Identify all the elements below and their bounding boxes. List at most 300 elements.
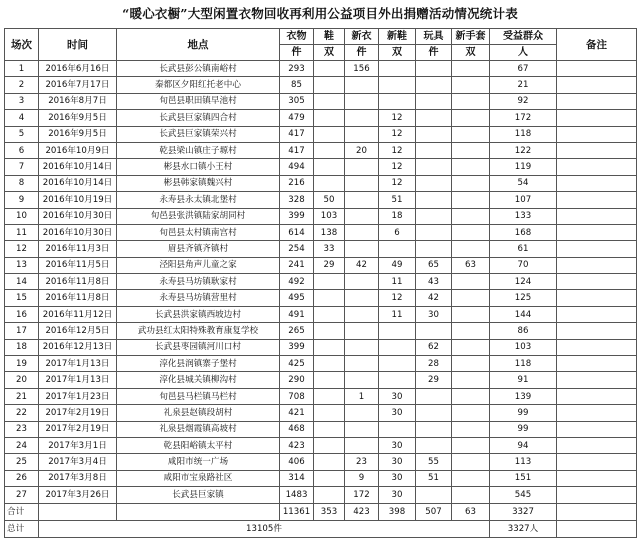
table-row	[5, 356, 637, 372]
cell-remarks	[557, 372, 637, 388]
cell-shoes	[314, 372, 345, 388]
cell-toys	[416, 437, 452, 453]
cell-no: 15	[5, 290, 39, 306]
cell-place: 永寿县马坊镇耿家村	[117, 274, 280, 290]
cell-clothes: 328	[280, 192, 314, 208]
cell-clothes: 492	[280, 274, 314, 290]
cell-gloves	[452, 61, 490, 77]
cell-shoes	[314, 405, 345, 421]
cell-date: 2017年1月23日	[39, 388, 117, 404]
cell-no: 10	[5, 208, 39, 224]
cell-new-clothes	[345, 405, 379, 421]
cell-people: 168	[490, 224, 557, 240]
cell-people: 172	[490, 110, 557, 126]
cell-new-clothes	[345, 339, 379, 355]
subtotal-label: 合计	[5, 503, 39, 520]
cell-shoes	[314, 126, 345, 142]
grand-total-remarks	[557, 520, 637, 537]
cell-gloves	[452, 388, 490, 404]
cell-place: 咸阳市宝泉路社区	[117, 470, 280, 486]
cell-people: 61	[490, 241, 557, 257]
cell-clothes: 1483	[280, 487, 314, 503]
cell-shoes	[314, 290, 345, 306]
cell-gloves	[452, 487, 490, 503]
cell-people: 119	[490, 159, 557, 175]
cell-gloves	[452, 339, 490, 355]
table-row	[5, 208, 637, 224]
header-new-shoes: 新鞋	[379, 29, 416, 45]
header-new-gloves-unit: 双	[452, 45, 490, 61]
subtotal-date-cell	[39, 503, 117, 520]
cell-people: 122	[490, 142, 557, 158]
cell-shoes: 103	[314, 208, 345, 224]
cell-place: 永寿县马坊镇营里村	[117, 290, 280, 306]
cell-place: 长武县彭公镇南峪村	[117, 61, 280, 77]
cell-no: 6	[5, 142, 39, 158]
cell-date: 2016年11月3日	[39, 241, 117, 257]
subtotal-gloves: 63	[452, 503, 490, 520]
cell-toys: 30	[416, 306, 452, 322]
cell-toys: 42	[416, 290, 452, 306]
cell-place: 礼泉县烟霞镇高坡村	[117, 421, 280, 437]
cell-new-shoes: 30	[379, 437, 416, 453]
cell-no: 21	[5, 388, 39, 404]
cell-no: 26	[5, 470, 39, 486]
cell-gloves	[452, 126, 490, 142]
cell-gloves	[452, 192, 490, 208]
cell-no: 4	[5, 110, 39, 126]
cell-remarks	[557, 274, 637, 290]
cell-people: 21	[490, 77, 557, 93]
table-row	[5, 192, 637, 208]
cell-new-clothes	[345, 306, 379, 322]
cell-clothes: 494	[280, 159, 314, 175]
cell-toys: 62	[416, 339, 452, 355]
cell-new-shoes: 12	[379, 159, 416, 175]
cell-new-clothes	[345, 93, 379, 109]
cell-toys	[416, 487, 452, 503]
header-beneficiaries: 受益群众	[490, 29, 557, 45]
subtotal-new-shoes: 398	[379, 503, 416, 520]
table-row	[5, 257, 637, 273]
cell-date: 2016年11月8日	[39, 290, 117, 306]
cell-people: 151	[490, 470, 557, 486]
table-row	[5, 274, 637, 290]
cell-date: 2016年10月14日	[39, 159, 117, 175]
cell-toys: 28	[416, 356, 452, 372]
cell-new-clothes	[345, 241, 379, 257]
cell-new-shoes: 12	[379, 110, 416, 126]
table-row	[5, 372, 637, 388]
cell-date: 2017年2月19日	[39, 405, 117, 421]
table-row	[5, 110, 637, 126]
header-no: 场次	[5, 29, 39, 61]
cell-new-clothes	[345, 126, 379, 142]
cell-clothes: 421	[280, 405, 314, 421]
cell-new-shoes: 49	[379, 257, 416, 273]
cell-clothes: 241	[280, 257, 314, 273]
header-date: 时间	[39, 29, 117, 61]
cell-date: 2016年6月16日	[39, 61, 117, 77]
cell-remarks	[557, 405, 637, 421]
table-row	[5, 487, 637, 503]
cell-clothes: 399	[280, 339, 314, 355]
cell-toys	[416, 61, 452, 77]
subtotal-remarks	[557, 503, 637, 520]
table-row	[5, 339, 637, 355]
cell-toys	[416, 421, 452, 437]
cell-new-shoes	[379, 93, 416, 109]
table-row	[5, 470, 637, 486]
table-row	[5, 454, 637, 470]
cell-date: 2016年12月5日	[39, 323, 117, 339]
cell-new-shoes	[379, 356, 416, 372]
cell-clothes: 468	[280, 421, 314, 437]
cell-date: 2017年2月19日	[39, 421, 117, 437]
cell-date: 2016年10月30日	[39, 208, 117, 224]
cell-date: 2016年10月14日	[39, 175, 117, 191]
cell-date: 2016年12月13日	[39, 339, 117, 355]
cell-clothes: 399	[280, 208, 314, 224]
table-row	[5, 241, 637, 257]
cell-new-clothes: 42	[345, 257, 379, 273]
cell-date: 2016年7月17日	[39, 77, 117, 93]
cell-date: 2016年11月12日	[39, 306, 117, 322]
table-row	[5, 61, 637, 77]
cell-new-clothes	[345, 159, 379, 175]
cell-new-clothes	[345, 290, 379, 306]
cell-people: 94	[490, 437, 557, 453]
cell-remarks	[557, 290, 637, 306]
cell-no: 7	[5, 159, 39, 175]
cell-toys: 55	[416, 454, 452, 470]
cell-toys	[416, 241, 452, 257]
cell-gloves: 63	[452, 257, 490, 273]
table-row	[5, 306, 637, 322]
cell-new-clothes	[345, 77, 379, 93]
cell-new-clothes	[345, 110, 379, 126]
cell-new-shoes	[379, 61, 416, 77]
cell-no: 18	[5, 339, 39, 355]
cell-new-shoes: 12	[379, 142, 416, 158]
cell-people: 133	[490, 208, 557, 224]
cell-new-shoes	[379, 323, 416, 339]
cell-gloves	[452, 93, 490, 109]
cell-no: 16	[5, 306, 39, 322]
cell-gloves	[452, 454, 490, 470]
cell-place: 旬邑县马栏镇马栏村	[117, 388, 280, 404]
cell-toys	[416, 159, 452, 175]
cell-place: 旬邑县职田镇早池村	[117, 93, 280, 109]
cell-place: 永寿县永太镇北堡村	[117, 192, 280, 208]
cell-clothes: 495	[280, 290, 314, 306]
cell-no: 24	[5, 437, 39, 453]
header-toys: 玩具	[416, 29, 452, 45]
cell-date: 2016年8月7日	[39, 93, 117, 109]
cell-remarks	[557, 306, 637, 322]
cell-remarks	[557, 339, 637, 355]
cell-gloves	[452, 208, 490, 224]
cell-remarks	[557, 421, 637, 437]
cell-date: 2017年1月13日	[39, 372, 117, 388]
cell-toys	[416, 192, 452, 208]
cell-people: 545	[490, 487, 557, 503]
table-row	[5, 126, 637, 142]
cell-toys	[416, 126, 452, 142]
cell-gloves	[452, 159, 490, 175]
cell-gloves	[452, 110, 490, 126]
subtotal-new-clothes: 423	[345, 503, 379, 520]
subtotal-clothes: 11361	[280, 503, 314, 520]
cell-shoes	[314, 487, 345, 503]
cell-shoes	[314, 274, 345, 290]
cell-new-shoes	[379, 241, 416, 257]
cell-shoes	[314, 93, 345, 109]
cell-toys	[416, 142, 452, 158]
cell-shoes: 33	[314, 241, 345, 257]
subtotal-row	[5, 503, 637, 520]
cell-remarks	[557, 159, 637, 175]
table-row	[5, 437, 637, 453]
cell-new-clothes: 172	[345, 487, 379, 503]
cell-people: 70	[490, 257, 557, 273]
cell-clothes: 491	[280, 306, 314, 322]
table-row	[5, 405, 637, 421]
cell-remarks	[557, 208, 637, 224]
cell-gloves	[452, 142, 490, 158]
header-beneficiaries-unit: 人	[490, 45, 557, 61]
cell-clothes: 417	[280, 142, 314, 158]
cell-people: 54	[490, 175, 557, 191]
header-shoes: 鞋	[314, 29, 345, 45]
header-shoes-unit: 双	[314, 45, 345, 61]
cell-place: 旬邑县张洪镇陆家胡同村	[117, 208, 280, 224]
cell-new-shoes: 30	[379, 487, 416, 503]
cell-new-clothes	[345, 274, 379, 290]
cell-shoes	[314, 110, 345, 126]
cell-no: 20	[5, 372, 39, 388]
cell-remarks	[557, 454, 637, 470]
cell-no: 13	[5, 257, 39, 273]
cell-clothes: 479	[280, 110, 314, 126]
cell-clothes: 216	[280, 175, 314, 191]
header-remarks: 备注	[557, 29, 637, 61]
cell-shoes	[314, 175, 345, 191]
cell-place: 长武县洪家镇西坡边村	[117, 306, 280, 322]
cell-new-clothes	[345, 372, 379, 388]
cell-shoes	[314, 437, 345, 453]
cell-gloves	[452, 224, 490, 240]
cell-people: 86	[490, 323, 557, 339]
cell-people: 125	[490, 290, 557, 306]
cell-remarks	[557, 126, 637, 142]
cell-gloves	[452, 290, 490, 306]
cell-shoes	[314, 61, 345, 77]
cell-date: 2017年3月4日	[39, 454, 117, 470]
header-clothes-unit: 件	[280, 45, 314, 61]
cell-place: 彬县水口镇小王村	[117, 159, 280, 175]
cell-clothes: 305	[280, 93, 314, 109]
cell-new-shoes: 12	[379, 175, 416, 191]
header-new-gloves: 新手套	[452, 29, 490, 45]
table-row	[5, 93, 637, 109]
cell-people: 113	[490, 454, 557, 470]
cell-date: 2016年10月9日	[39, 142, 117, 158]
cell-no: 25	[5, 454, 39, 470]
cell-new-shoes: 51	[379, 192, 416, 208]
cell-people: 118	[490, 126, 557, 142]
table-row	[5, 175, 637, 191]
cell-remarks	[557, 470, 637, 486]
cell-no: 19	[5, 356, 39, 372]
cell-date: 2016年9月5日	[39, 110, 117, 126]
cell-clothes: 265	[280, 323, 314, 339]
cell-people: 91	[490, 372, 557, 388]
cell-no: 12	[5, 241, 39, 257]
cell-place: 泾阳县角声儿童之家	[117, 257, 280, 273]
cell-clothes: 417	[280, 126, 314, 142]
donation-statistics-table	[4, 28, 637, 538]
cell-remarks	[557, 388, 637, 404]
cell-place: 乾县阳峪镇太平村	[117, 437, 280, 453]
cell-new-clothes	[345, 437, 379, 453]
cell-date: 2016年11月5日	[39, 257, 117, 273]
cell-shoes	[314, 339, 345, 355]
cell-toys: 51	[416, 470, 452, 486]
table-row	[5, 388, 637, 404]
header-new-clothes: 新衣	[345, 29, 379, 45]
cell-new-shoes	[379, 421, 416, 437]
cell-gloves	[452, 421, 490, 437]
cell-new-clothes	[345, 421, 379, 437]
cell-clothes: 406	[280, 454, 314, 470]
cell-toys	[416, 77, 452, 93]
cell-no: 8	[5, 175, 39, 191]
cell-clothes: 425	[280, 356, 314, 372]
cell-remarks	[557, 192, 637, 208]
cell-toys	[416, 388, 452, 404]
cell-new-shoes: 11	[379, 274, 416, 290]
table-row	[5, 224, 637, 240]
cell-new-clothes	[345, 208, 379, 224]
cell-new-shoes: 30	[379, 470, 416, 486]
table-row	[5, 290, 637, 306]
cell-toys	[416, 323, 452, 339]
cell-toys: 29	[416, 372, 452, 388]
cell-toys: 65	[416, 257, 452, 273]
table-row	[5, 77, 637, 93]
cell-no: 9	[5, 192, 39, 208]
cell-new-shoes: 30	[379, 405, 416, 421]
cell-clothes: 85	[280, 77, 314, 93]
cell-new-shoes: 6	[379, 224, 416, 240]
cell-remarks	[557, 241, 637, 257]
cell-no: 23	[5, 421, 39, 437]
cell-toys	[416, 93, 452, 109]
cell-people: 144	[490, 306, 557, 322]
cell-new-clothes	[345, 323, 379, 339]
grand-total-items: 13105件	[39, 520, 490, 537]
subtotal-shoes: 353	[314, 503, 345, 520]
cell-shoes: 138	[314, 224, 345, 240]
cell-no: 22	[5, 405, 39, 421]
cell-new-shoes	[379, 339, 416, 355]
cell-remarks	[557, 77, 637, 93]
cell-new-clothes	[345, 175, 379, 191]
subtotal-place-cell	[117, 503, 280, 520]
cell-new-clothes: 156	[345, 61, 379, 77]
cell-gloves	[452, 470, 490, 486]
cell-shoes	[314, 142, 345, 158]
cell-people: 99	[490, 405, 557, 421]
cell-date: 2016年10月30日	[39, 224, 117, 240]
header-toys-unit: 件	[416, 45, 452, 61]
cell-toys	[416, 175, 452, 191]
cell-toys	[416, 110, 452, 126]
cell-new-shoes	[379, 372, 416, 388]
subtotal-toys: 507	[416, 503, 452, 520]
cell-people: 92	[490, 93, 557, 109]
cell-clothes: 423	[280, 437, 314, 453]
cell-place: 长武县巨家镇	[117, 487, 280, 503]
cell-remarks	[557, 257, 637, 273]
cell-no: 1	[5, 61, 39, 77]
cell-place: 礼泉县赵镇段胡村	[117, 405, 280, 421]
cell-gloves	[452, 405, 490, 421]
cell-no: 17	[5, 323, 39, 339]
cell-remarks	[557, 323, 637, 339]
cell-shoes	[314, 470, 345, 486]
cell-new-clothes: 20	[345, 142, 379, 158]
cell-new-shoes: 12	[379, 290, 416, 306]
cell-date: 2017年3月8日	[39, 470, 117, 486]
cell-shoes	[314, 77, 345, 93]
cell-clothes: 708	[280, 388, 314, 404]
cell-toys	[416, 224, 452, 240]
cell-no: 11	[5, 224, 39, 240]
cell-place: 眉县齐镇齐镇村	[117, 241, 280, 257]
cell-no: 27	[5, 487, 39, 503]
cell-toys	[416, 208, 452, 224]
cell-people: 124	[490, 274, 557, 290]
cell-people: 67	[490, 61, 557, 77]
grand-total-label: 总计	[5, 520, 39, 537]
cell-new-clothes: 9	[345, 470, 379, 486]
cell-shoes	[314, 306, 345, 322]
cell-remarks	[557, 61, 637, 77]
header-new-clothes-unit: 件	[345, 45, 379, 61]
cell-date: 2016年11月8日	[39, 274, 117, 290]
cell-no: 5	[5, 126, 39, 142]
cell-gloves	[452, 77, 490, 93]
table-row	[5, 421, 637, 437]
cell-shoes: 29	[314, 257, 345, 273]
cell-no: 3	[5, 93, 39, 109]
cell-shoes	[314, 159, 345, 175]
grand-total-people: 3327人	[490, 520, 557, 537]
cell-new-clothes	[345, 192, 379, 208]
cell-place: 淳化县城关镇柳沟村	[117, 372, 280, 388]
cell-no: 14	[5, 274, 39, 290]
cell-clothes: 254	[280, 241, 314, 257]
cell-new-shoes	[379, 77, 416, 93]
cell-new-clothes: 1	[345, 388, 379, 404]
cell-place: 彬县韩家镇魏兴村	[117, 175, 280, 191]
cell-remarks	[557, 437, 637, 453]
cell-new-clothes: 23	[345, 454, 379, 470]
cell-new-shoes: 11	[379, 306, 416, 322]
cell-people: 107	[490, 192, 557, 208]
